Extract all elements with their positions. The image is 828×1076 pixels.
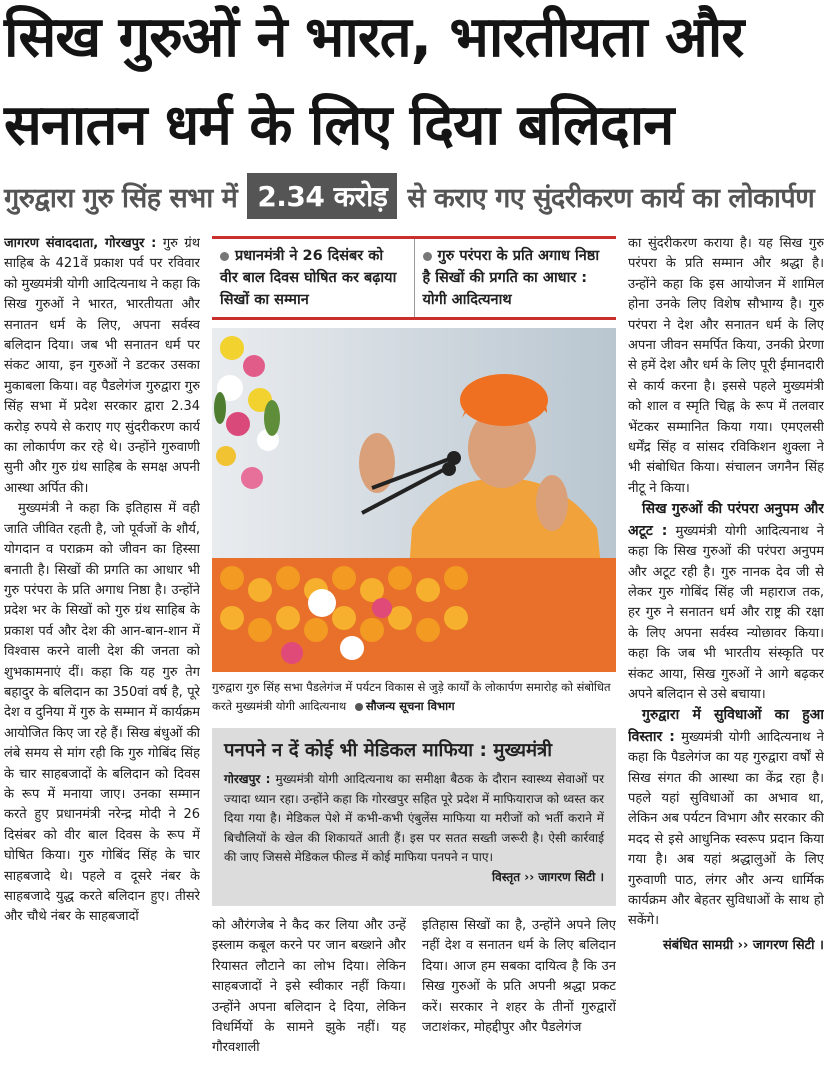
- subhead-before: गुरुद्वारा गुरु सिंह सभा में: [4, 182, 238, 214]
- box-title: पनपने न दें कोई भी मेडिकल माफिया : मुख्यमंत्री: [224, 740, 553, 761]
- caption-text: गुरुद्वारा गुरु सिंह सभा पैडलेगंज में पर्यटन विकास से जुड़े कार्यों के लोकार्पण समारोह को संबोधित करते मुख्यमंत्री योगी आदित्यनाथ: [212, 680, 611, 713]
- credit-bullet-icon: [355, 703, 363, 711]
- subhead-after: से कराए गए सुंदरीकरण कार्य का लोकार्पण: [407, 182, 815, 214]
- column1-para-2: मुख्यमंत्री ने कहा कि इतिहास में वही जाति जीवित रहती है, जो पूर्वजों के शौर्य, योगदान व पराक्रम को जीवन का हिस्सा बनाती है। सिखों की प्रगति का आधार भी गुरु परंपरा के प्रति अगाध निष्ठा है। उन्होंने प्रदेश भर के सिखों को गुरु ग्रंथ साहिब के प्रकाश पर्व और देश की आन-बान-शान में विश्वास करने वाली देश की जनता को शुभकामनाएं दीं। कहा कि यह गुरु तेग बहादुर के बलिदान का 350वां वर्ष है, पूरे देश व दुनिया में गुरु के सम्मान में कार्यक्रम आयोजित किए जा रहे हैं। सिख बंधुओं की लंबे समय से मांग रही कि गुरु गोबिंद सिंह के चार साहबजादों के बलिदान को दिवस के रूप में मनाया जाए। उनका सम्मान करते हुए प्रधानमंत्री नरेन्द्र मोदी ने 26 दिसंबर को वीर बाल दिवस के रूप में घोषित किया। गुरु गोबिंद सिंह के चार साहबजादे थे। पहले व दूसरे नंबर के साहबजादे युद्ध करते बलिदान हुए। तीसरे और चौथे नंबर के साहबजादों: [4, 501, 200, 925]
- column2-text: को औरंगजेब ने कैद कर लिया और उन्हें इस्लाम कबूल करने पर जान बख्शने और रियासत लौटाने का लोभ दिया। लेकिन साहबजादों ने इसे स्वीकार नहीं किया। उन्होंने अपना बलिदान दे दिया, लेकिन विधर्मियों के सामने झुके नहीं। यह गौरवशाली: [212, 918, 406, 1056]
- related-content-link[interactable]: संबंधित सामग्री ›› जागरण सिटी ।: [662, 937, 824, 953]
- column4-para-1: का सुंदरीकरण कराया है। यह सिख गुरु परंपरा के प्रति सम्मान और श्रद्धा है। उन्होंने कहा कि इस आयोजन में शामिल होना उनके लिए विशेष सौभाग्य है। गुरु परंपरा ने देश और सनातन धर्म के लिए अपना जीवन समर्पित किया, उनकी प्रेरणा से हमें देश और धर्म के लिए पूरी ईमानदारी से कार्य करना है। इससे पहले मुख्यमंत्री को शाल व स्मृति चिह्न के रूप में तलवार भेंटकर सम्मानित किया गया। एमएलसी धर्मेंद्र सिंह व सांसद रविकिशन शुक्ला ने भी संबोधित किया। संचालन जगनैन सिंह नीटू ने किया।: [628, 236, 824, 496]
- article-column-3: [422, 916, 616, 1072]
- column4-para-2: मुख्यमंत्री योगी आदित्यनाथ ने कहा कि सिख गुरुओं की परंपरा अनुपम और अटूट रही है। गुरु नानक देव जी से लेकर गुरु गोबिंद सिंह जी महाराज तक, हर गुरु ने सनातन धर्म और राष्ट्र की रक्षा के लिए अपना सर्वस्व न्योछावर किया। कहा कि जब भी भारतीय संस्कृति पर संकट आया, सिख गुरुओं ने आगे बढ़कर अपने बलिदान से उसे बचाया।: [628, 523, 824, 702]
- photo-illustration: [212, 328, 616, 672]
- article-column-1: [4, 234, 200, 1072]
- medical-mafia-box: [212, 728, 616, 906]
- highlight-text-1: प्रधानमंत्री ने 26 दिसंबर को वीर बाल दिवस घोषित कर बढ़ाया सिखों का सम्मान: [220, 248, 397, 308]
- headline-line-2: सनातन धर्म के लिए दिया बलिदान: [4, 93, 674, 158]
- column1-para-1: गुरु ग्रंथ साहिब के 421वें प्रकाश पर्व पर रविवार को मुख्यमंत्री योगी आदित्यनाथ ने कहा कि सिख गुरुओं ने भारत, भारतीयता और सनातन धर्म के लिए, अपना सर्वस्व बलिदान दिया। जब भी सनातन धर्म पर संकट आया, इन गुरुओं ने डटकर उसका मुकाबला किया। वह पैडलेगंज गुरुद्वारा गुरु सिंह सभा में प्रदेश सरकार द्वारा 2.34 करोड़ रुपये से कराए गए सुंदरीकरण कार्य का लोकार्पण कर रहे थे। उन्होंने गुरुवाणी सुनी और गुरु ग्रंथ साहिब के समक्ष अपनी आस्था अर्पित की।: [4, 236, 200, 496]
- column4-para-3: मुख्यमंत्री योगी आदित्यनाथ ने कहा कि पैडलेगंज का यह गुरुद्वारा वर्षों से सिख संगत की आस्था का केंद्र रहा है। पहले यहां सुविधाओं का अभाव था, लेकिन अब पर्यटन विभाग और सरकार की मदद से इसे आधुनिक स्वरूप प्रदान किया गया है। अब यहां श्रद्धालुओं के लिए गुरुवाणी पाठ, लंगर और अन्य धार्मिक कार्यक्रम और बेहतर सुविधाओं के साथ हो सकेंगे।: [628, 729, 824, 929]
- photo-caption: [212, 678, 616, 716]
- column4-subheading-2: गुरुद्वारा में सुविधाओं का हुआ विस्तार :: [628, 707, 824, 745]
- highlight-item-2: [414, 239, 617, 317]
- subheadline: [4, 172, 826, 220]
- headline-line-1: सिख गुरुओं ने भारत, भारतीयता और: [4, 5, 744, 70]
- highlight-item-1: [212, 239, 414, 317]
- photo-credit: सौजन्य सूचना विभाग: [365, 699, 455, 713]
- column4-subheading-1: सिख गुरुओं की परंपरा अनुपम और अटूट :: [628, 501, 824, 539]
- bullet-icon: [423, 252, 432, 261]
- box-dateline: गोरखपुर :: [224, 772, 271, 786]
- box-body: [224, 770, 604, 884]
- column3-text: इतिहास सिखों का है, उन्होंने अपने लिए नहीं देश व सनातन धर्म के लिए बलिदान दिया। आज हम सबका दायित्व है कि उन सिख गुरुओं के प्रति अपनी श्रद्धा प्रकट करें। सरकार ने शहर के तीनों गुरुद्वारों जटाशंकर, मोहद्दीपुर और पैडलेगंज: [422, 918, 616, 1036]
- highlight-text-2: गुरु परंपरा के प्रति अगाध निष्ठा है सिखों की प्रगति का आधार : योगी आदित्यनाथ: [422, 248, 600, 308]
- box-more-link[interactable]: विस्तृत ›› जागरण सिटी ।: [491, 869, 604, 884]
- highlights-box: [212, 236, 616, 320]
- article-column-2: [212, 916, 406, 1072]
- subhead-amount-badge: 2.34 करोड़: [247, 173, 397, 219]
- bullet-icon: [220, 252, 229, 261]
- news-photo: [212, 328, 616, 672]
- article-column-4: [628, 234, 824, 1072]
- byline: जागरण संवाददाता, गोरखपुर :: [4, 236, 157, 251]
- box-text: मुख्यमंत्री योगी आदित्यनाथ का समीक्षा बैठक के दौरान स्वास्थ्य सेवाओं पर ज्यादा ध्यान रहा। उन्होंने कहा कि गोरखपुर सहित पूरे प्रदेश में माफियाराज को ध्वस्त कर दिया गया है। मेडिकल पेशे में कभी-कभी एंबुलेंस माफिया या मरीजों को भर्ती कराने में बिचौलियों के खेल की शिकायतें आती हैं। इस पर सतत सख्ती जरूरी है। ऐसी कार्रवाई की जाए जिससे मेडिकल फील्ड में कोई माफिया पनपने न पाए।: [224, 772, 604, 864]
